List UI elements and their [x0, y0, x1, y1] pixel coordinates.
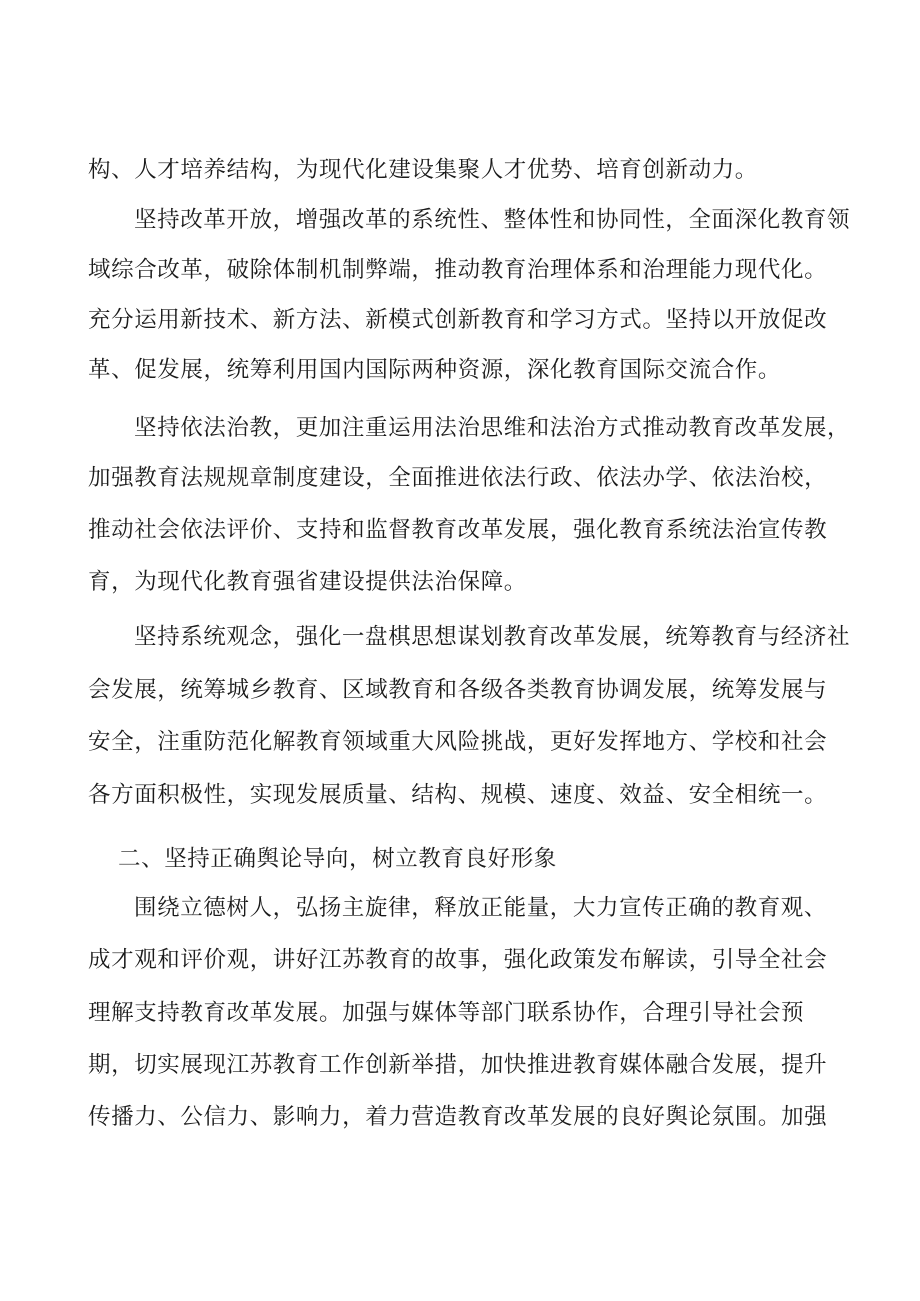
paragraph-line: 会发展，统筹城乡教育、区域教育和各级各类教育协调发展，统筹发展与 — [88, 677, 828, 703]
paragraph-line: 坚持依法治教，更加注重运用法治思维和法治方式推动教育改革发展， — [134, 415, 851, 441]
paragraph-line: 革、促发展，统筹利用国内国际两种资源，深化教育国际交流合作。 — [88, 357, 782, 383]
paragraph-line: 围绕立德树人，弘扬主旋律，释放正能量，大力宣传正确的教育观、 — [134, 895, 828, 921]
paragraph-line: 推动社会依法评价、支持和监督教育改革发展，强化教育系统法治宣传教 — [88, 517, 828, 543]
paragraph-line: 坚持系统观念，强化一盘棋思想谋划教育改革发展，统筹教育与经济社 — [134, 624, 851, 650]
paragraph-line: 加强教育法规规章制度建设，全面推进依法行政、依法办学、依法治校， — [88, 465, 828, 491]
paragraph-line: 期，切实展现江苏教育工作创新举措，加快推进教育媒体融合发展，提升 — [88, 1052, 828, 1078]
paragraph-line: 理解支持教育改革发展。加强与媒体等部门联系协作，合理引导社会预 — [88, 1000, 805, 1026]
paragraph-line: 域综合改革，破除体制机制弊端，推动教育治理体系和治理能力现代化。 — [88, 257, 828, 283]
paragraph-line: 构、人才培养结构，为现代化建设集聚人才优势、培育创新动力。 — [88, 157, 758, 183]
section-heading: 二、坚持正确舆论导向，树立教育良好形象 — [118, 846, 557, 872]
paragraph-line: 各方面积极性，实现发展质量、结构、规模、速度、效益、安全相统一。 — [88, 782, 828, 808]
paragraph-line: 安全，注重防范化解教育领域重大风险挑战，更好发挥地方、学校和社会 — [88, 729, 828, 755]
paragraph-line: 传播力、公信力、影响力，着力营造教育改革发展的良好舆论氛围。加强 — [88, 1104, 828, 1130]
paragraph-line: 充分运用新技术、新方法、新模式创新教育和学习方式。坚持以开放促改 — [88, 307, 828, 333]
paragraph-line: 坚持改革开放，增强改革的系统性、整体性和协同性，全面深化教育领 — [134, 207, 851, 233]
paragraph-line: 育，为现代化教育强省建设提供法治保障。 — [88, 569, 527, 595]
paragraph-line: 成才观和评价观，讲好江苏教育的故事，强化政策发布解读，引导全社会 — [88, 947, 828, 973]
